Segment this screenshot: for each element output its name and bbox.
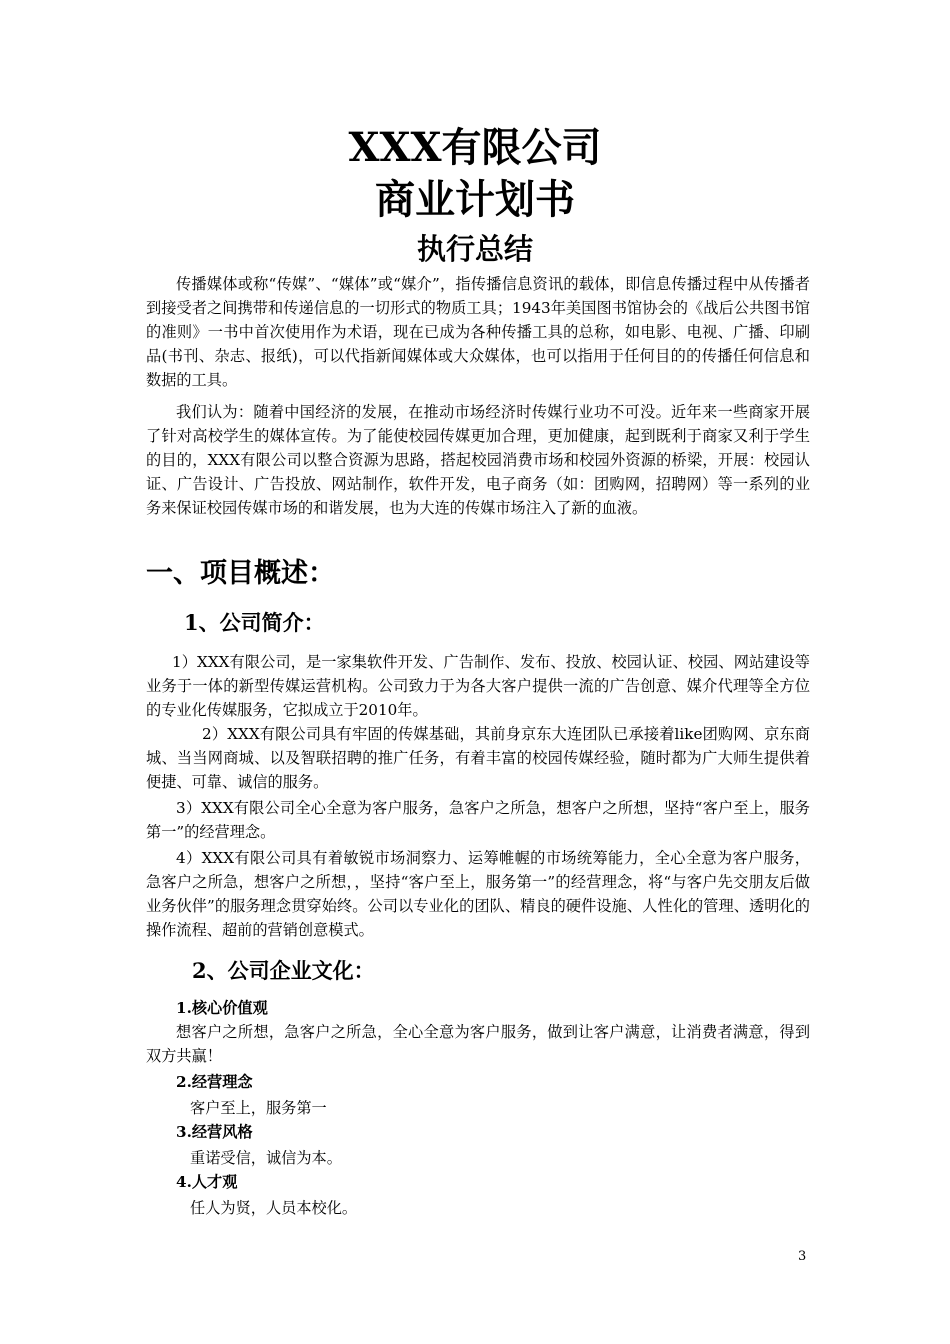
culture-business-style-title: 3.经营风格: [176, 1123, 253, 1141]
subsection-heading-culture: 2、公司企业文化：: [192, 958, 375, 983]
company-title: XXX有限公司: [348, 124, 602, 171]
culture-core-values-text: 想客户之所想，急客户之所急，全心全意为客户服务，做到让客户满意，让消费者满意，得到双方共赢！: [146, 1023, 810, 1065]
culture-business-philosophy-title: 2.经营理念: [176, 1073, 253, 1091]
company-intro-item-3: 3）XXX有限公司全心全意为客户服务，急客户之所急，想客户之所想，坚持“客户至上，服务第一”的经营理念。: [146, 799, 810, 841]
subsection-heading-company-intro: 1、公司简介：: [184, 610, 325, 635]
executive-summary-heading: 执行总结: [416, 232, 533, 266]
company-intro-item-2: 2）XXX有限公司具有牢固的传媒基础，其前身京东大连团队已承接着like团购网、京东商城、当当网商城、以及智联招聘的推广任务，有着丰富的校园传媒经验，随时都为广大师生提供着便捷、可靠、诚信的服务。: [146, 725, 810, 791]
summary-paragraph-2: 我们认为：随着中国经济的发展，在推动市场经济时传媒行业功不可没。近年来一些商家开展了针对高校学生的媒体宣传。为了能使校园传媒更加合理，更加健康，起到既利于商家又利于学生的目的，XXX有限公司以整合资源为思路，搭起校园消费市场和校园外资源的桥梁，开展：校园认证、广告设计、广告投放、网站制作，软件开发，电子商务（如：团购网，招聘网）等一系列的业务来保证校园传媒市场的和谐发展，也为大连的传媒市场注入了新的血液。: [146, 403, 810, 517]
culture-talent-view-title: 4.人才观: [176, 1173, 238, 1191]
culture-talent-view-text: 任人为贤，人员本校化。: [190, 1199, 358, 1217]
company-intro-item-4: 4）XXX有限公司具有着敏锐市场洞察力、运筹帷幄的市场统筹能力，全心全意为客户服务，急客户之所急，想客户之所想，，坚持“客户至上，服务第一”的经营理念，将“与客户先交朋友后做业务伙伴”的服务理念贯穿始终。公司以专业化的团队、精良的硬件设施、人性化的管理、透明化的操作流程、超前的营销创意模式。: [146, 849, 810, 939]
company-intro-item-1: 1）XXX有限公司，是一家集软件开发、广告制作、发布、投放、校园认证、校园、网站建设等业务于一体的新型传媒运营机构。公司致力于为各大客户提供一流的广告创意、媒介代理等全方位的专业化传媒服务，它拟成立于2010年。: [146, 653, 810, 719]
culture-business-style-text: 重诺受信，诚信为本。: [190, 1149, 342, 1167]
page-number: 3: [798, 1249, 807, 1264]
culture-business-philosophy-text: 客户至上，服务第一: [190, 1099, 327, 1117]
culture-core-values-title: 1.核心价值观: [176, 999, 268, 1017]
summary-paragraph-1: 传播媒体或称“传媒”、“媒体”或“媒介”，指传播信息资讯的载体，即信息传播过程中从传播者到接受者之间携带和传递信息的一切形式的物质工具；1943年美国图书馆协会的《战后公共图书馆的准则》一书中首次使用作为术语，现在已成为各种传播工具的总称，如电影、电视、广播、印刷品(书刊、杂志、报纸)，可以代指新闻媒体或大众媒体，也可以指用于任何目的的传播任何信息和数据的工具。: [146, 275, 810, 389]
section-heading-overview: 一、项目概述：: [146, 558, 335, 589]
document-title: 商业计划书: [375, 176, 575, 223]
